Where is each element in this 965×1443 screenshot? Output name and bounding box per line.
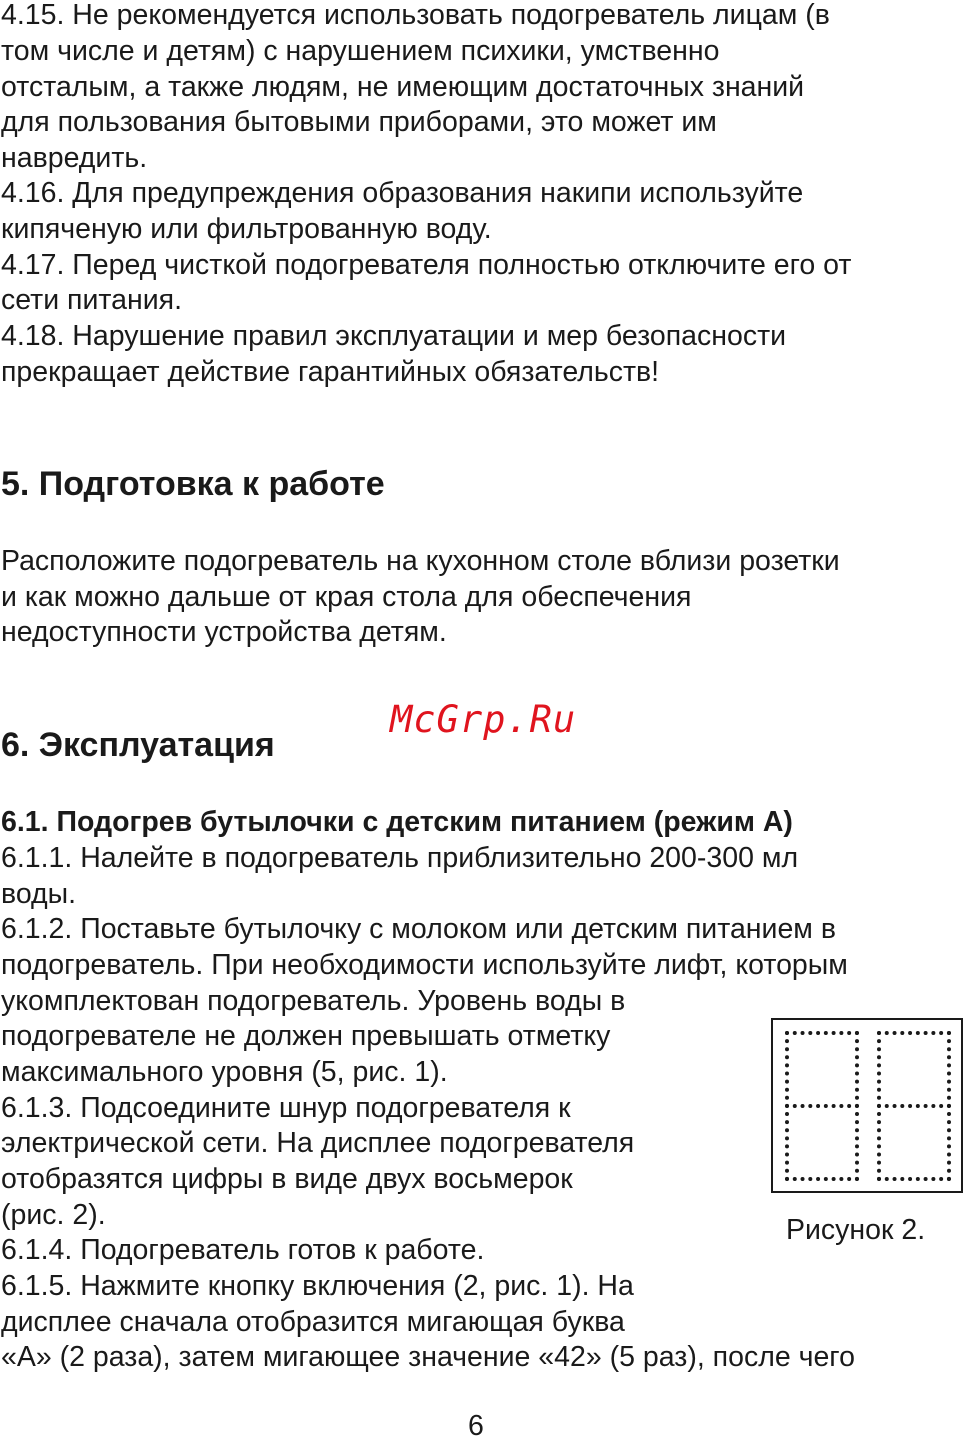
text-line: 4.17. Перед чисткой подогревателя полностью отключите его от (1, 249, 852, 281)
section-heading: 5. Подготовка к работе (1, 465, 385, 503)
text-line: 6.1.3. Подсоедините шнур подогревателя к (1, 1092, 571, 1124)
text-line: кипяченую или фильтрованную воду. (1, 213, 492, 245)
text-line: подогреватель. При необходимости используйте лифт, которым (1, 949, 848, 981)
digit-middle-segment (877, 1104, 951, 1108)
subsection-heading: 6.1. Подогрев бутылочки с детским питанием (режим А) (1, 806, 793, 838)
text-line: 6.1.5. Нажмите кнопку включения (2, рис. 1). На (1, 1270, 634, 1302)
text-line: 4.16. Для предупреждения образования накипи используйте (1, 177, 804, 209)
text-line: 6.1.4. Подогреватель готов к работе. (1, 1234, 485, 1266)
section-heading: 6. Эксплуатация (1, 726, 275, 764)
text-line: недоступности устройства детям. (1, 616, 447, 648)
text-line: «А» (2 раза), затем мигающее значение «42» (5 раз), после чего (1, 1341, 855, 1373)
text-line: дисплее сначала отобразится мигающая буква (1, 1306, 625, 1338)
digit-middle-segment (785, 1104, 859, 1108)
figure-caption: Рисунок 2. (786, 1214, 926, 1246)
text-line: том числе и детям) с нарушением психики, умственно (1, 35, 720, 67)
text-line: Расположите подогреватель на кухонном столе вблизи розетки (1, 545, 840, 577)
text-line: отсталым, а также людям, не имеющим достаточных знаний (1, 71, 805, 103)
text-line: максимального уровня (5, рис. 1). (1, 1056, 448, 1088)
digit-eight-outline (785, 1031, 859, 1181)
text-line: 6.1.1. Налейте в подогреватель приблизительно 200-300 мл (1, 842, 799, 874)
text-line: 4.15. Не рекомендуется использовать подогреватель лицам (в (1, 0, 830, 31)
watermark-logo: McGrp.Ru (390, 698, 577, 741)
text-line: отобразятся цифры в виде двух восьмерок (1, 1163, 573, 1195)
page-number: 6 (468, 1410, 484, 1442)
text-line: сети питания. (1, 284, 182, 316)
text-line: воды. (1, 878, 77, 910)
text-line: электрической сети. На дисплее подогревателя (1, 1127, 635, 1159)
text-line: укомплектован подогреватель. Уровень воды в (1, 985, 626, 1017)
display-figure (771, 1018, 963, 1193)
text-line: 4.18. Нарушение правил эксплуатации и мер безопасности (1, 320, 787, 352)
text-line: прекращает действие гарантийных обязательств! (1, 356, 660, 388)
text-line: подогревателе не должен превышать отметку (1, 1020, 611, 1052)
text-line: навредить. (1, 142, 148, 174)
digit-eight-outline (877, 1031, 951, 1181)
text-line: для пользования бытовыми приборами, это может им (1, 106, 717, 138)
text-line: (рис. 2). (1, 1199, 106, 1231)
text-line: 6.1.2. Поставьте бутылочку с молоком или детским питанием в (1, 913, 836, 945)
text-line: и как можно дальше от края стола для обеспечения (1, 581, 692, 613)
